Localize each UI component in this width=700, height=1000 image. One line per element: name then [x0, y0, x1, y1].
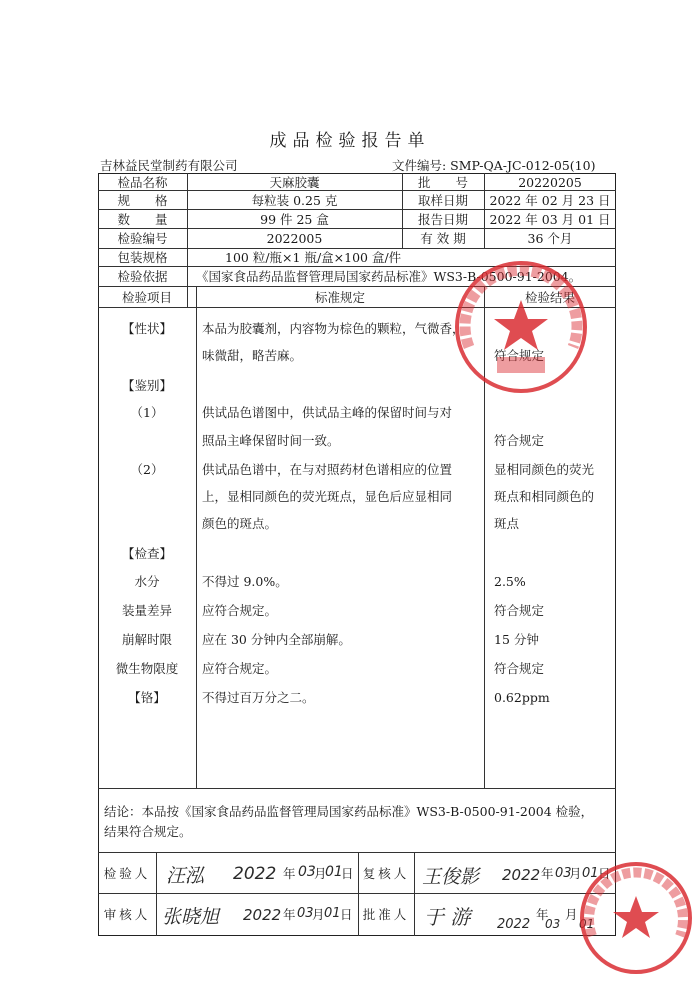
value-report-date: 2022 年 03 月 01 日 [489, 212, 611, 227]
inspector-ri: 日 [341, 866, 354, 881]
report-title: 成品检验报告单 [269, 131, 431, 151]
approver-yue: 月 [565, 907, 578, 922]
label-packaging: 包装规格 [117, 250, 168, 265]
standard-fill-weight: 应符合规定。 [202, 603, 278, 618]
item-fill-weight: 装量差异 [121, 603, 172, 618]
column-divider [358, 852, 359, 936]
item-identification-2: （2） [130, 462, 164, 477]
item-chromium: 【铬】 [128, 690, 166, 705]
label-test-no: 检验编号 [117, 231, 168, 246]
approver-nian: 年 [536, 907, 549, 922]
item-water: 水分 [134, 574, 160, 589]
reviewer-nian: 年 [541, 866, 554, 881]
signature-auditor: 张晓旭 [162, 906, 220, 928]
standard-ident2-line2: 上，显相同颜色的荧光斑点，显色后应显相同 [202, 489, 453, 504]
value-spec: 每粒装 0.25 克 [251, 193, 338, 208]
result-ident1: 符合规定 [494, 433, 545, 448]
item-properties: 【性状】 [121, 321, 172, 336]
label-validity: 有 效 期 [420, 231, 466, 246]
result-chromium: 0.62ppm [494, 690, 550, 705]
value-packaging: 100 粒/瓶×1 瓶/盒×100 盒/件 [225, 250, 402, 265]
approver-month: 03 [545, 917, 561, 931]
column-header-standard: 标准规定 [314, 290, 365, 305]
label-auditor: 审核人 [103, 907, 151, 922]
item-identification: 【鉴别】 [121, 378, 172, 393]
item-inspection: 【检查】 [121, 546, 172, 561]
label-sample-date: 取样日期 [417, 193, 468, 208]
row-divider [98, 248, 616, 249]
value-quantity: 99 件 25 盒 [260, 212, 329, 227]
signature-inspector: 汪泓 [166, 865, 205, 887]
label-approver: 批准人 [362, 907, 410, 922]
label-reviewer: 复核人 [362, 866, 410, 881]
auditor-ri: 日 [340, 907, 353, 922]
item-identification-1: （1） [130, 405, 164, 420]
auditor-year: 2022 [243, 906, 282, 924]
result-fill-weight: 符合规定 [494, 603, 545, 618]
inspector-nian: 年 [283, 866, 296, 881]
standard-disintegration: 应在 30 分钟内全部崩解。 [202, 632, 351, 647]
auditor-day: 01 [324, 906, 341, 921]
qa-department-stamp [578, 858, 698, 978]
column-divider [156, 852, 157, 936]
conclusion-line1: 结论：本品按《国家食品药品监督管理局国家药品标准》WS3-B-0500-91-2004 检验， [104, 804, 594, 819]
label-product-name: 检品名称 [117, 175, 168, 190]
reviewer-day: 01 [582, 866, 599, 881]
auditor-month: 03 [297, 906, 314, 921]
result-properties: 符合规定 [494, 348, 545, 363]
result-ident2-line1: 显相同颜色的荧光 [494, 462, 595, 477]
label-report-date: 报告日期 [417, 212, 468, 227]
row-divider [98, 852, 616, 853]
standard-chromium: 不得过百万分之二。 [202, 690, 315, 705]
result-water: 2.5% [494, 574, 526, 589]
standard-ident1-line1: 供试品色谱图中，供试品主峰的保留时间与对 [202, 405, 453, 420]
column-header-item: 检验项目 [121, 290, 172, 305]
company-name: 吉林益民堂制药有限公司 [100, 158, 238, 173]
result-ident2-line2: 斑点和相同颜色的 [494, 489, 595, 504]
reviewer-year: 2022 [502, 866, 541, 884]
label-inspector: 检验人 [103, 866, 151, 881]
signature-reviewer: 王俊影 [422, 866, 480, 888]
value-batch-no: 20220205 [518, 175, 582, 190]
label-quantity: 数 量 [117, 212, 168, 227]
value-basis: 《国家食品药品监督管理局国家药品标准》WS3-B-0500-91-2004。 [196, 269, 582, 284]
standard-ident2-line3: 颜色的斑点。 [202, 516, 278, 531]
value-product-name: 天麻胶囊 [269, 175, 320, 190]
standard-properties-line1: 本品为胶囊剂，内容物为棕色的颗粒，气微香， [202, 321, 465, 336]
signature-approver: 于 游 [424, 905, 471, 929]
row-divider [98, 209, 616, 210]
reviewer-ri: 日 [598, 866, 611, 881]
standard-properties-line2: 味微甜，略苦麻。 [202, 348, 303, 363]
label-batch-no: 批 号 [417, 175, 468, 190]
value-test-no: 2022005 [266, 231, 323, 246]
standard-ident2-line1: 供试品色谱中，在与对照药材色谱相应的位置 [202, 462, 453, 477]
document-number: 文件编号: SMP-QA-JC-012-05(10) [392, 158, 596, 173]
inspector-year: 2022 [233, 864, 277, 884]
item-microbial: 微生物限度 [115, 661, 179, 676]
reviewer-yue: 月 [569, 866, 582, 881]
standard-microbial: 应符合规定。 [202, 661, 278, 676]
column-divider [414, 852, 415, 936]
column-header-result: 检验结果 [524, 290, 575, 305]
result-disintegration: 15 分钟 [494, 632, 539, 647]
row-divider [98, 893, 616, 894]
inspector-yue: 月 [314, 866, 327, 881]
reviewer-month: 03 [555, 866, 572, 881]
result-ident2-line3: 斑点 [494, 516, 520, 531]
inspector-month: 03 [298, 864, 316, 880]
row-divider [98, 788, 616, 789]
standard-water: 不得过 9.0%。 [202, 574, 288, 589]
standard-ident1-line2: 照品主峰保留时间一致。 [202, 433, 340, 448]
item-disintegration: 崩解时限 [121, 632, 172, 647]
value-sample-date: 2022 年 02 月 23 日 [489, 193, 611, 208]
label-basis: 检验依据 [117, 269, 168, 284]
value-validity: 36 个月 [527, 231, 573, 246]
result-microbial: 符合规定 [494, 661, 545, 676]
conclusion-line2: 结果符合规定。 [104, 824, 192, 839]
inspector-day: 01 [325, 864, 343, 880]
auditor-yue: 月 [312, 907, 325, 922]
row-divider [98, 228, 616, 229]
approver-day: 01 [579, 917, 595, 931]
testing-center-stamp [451, 257, 591, 397]
auditor-nian: 年 [283, 907, 296, 922]
label-spec: 规 格 [117, 193, 168, 208]
approver-year: 2022 [497, 917, 531, 932]
column-divider [196, 286, 197, 788]
